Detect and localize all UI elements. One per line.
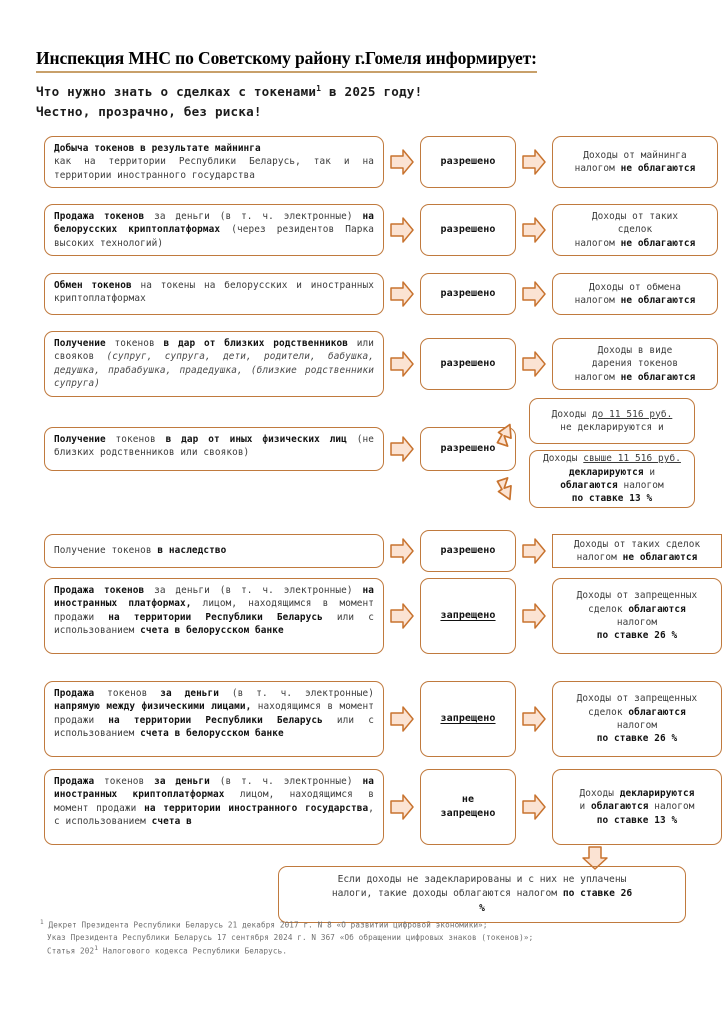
result-text: сделок bbox=[588, 706, 629, 718]
footnote-line-1 bbox=[40, 918, 680, 932]
result-line: дарения токенов bbox=[591, 358, 679, 370]
result-line: Доходы от майнинга bbox=[583, 149, 687, 161]
result-box-gift-others-above-threshold bbox=[529, 450, 695, 508]
flow-row-exchange-tokens bbox=[44, 273, 718, 315]
condition-bold-mining: Добыча токенов в результате майнинга bbox=[54, 143, 261, 154]
result-emphasis: не облагаются bbox=[620, 295, 696, 306]
result-rate: по ставке 26 % bbox=[596, 733, 678, 745]
condition-bold: Продажа bbox=[54, 776, 95, 787]
result-line bbox=[539, 452, 685, 479]
flow-row-gift-other-persons bbox=[44, 427, 516, 471]
flow-row-mining bbox=[44, 136, 718, 188]
status-label: запрещено bbox=[440, 712, 496, 724]
result-line: Доходы от запрещенных bbox=[576, 693, 698, 705]
condition-box-p2p-from-by bbox=[44, 681, 384, 757]
condition-box-inheritance bbox=[44, 534, 384, 568]
arrow-right-icon bbox=[389, 536, 415, 566]
condition-bold-za: за деньги bbox=[160, 688, 220, 699]
result-line bbox=[562, 294, 708, 307]
condition-box-exchange bbox=[44, 273, 384, 315]
arrow-right-icon bbox=[521, 147, 547, 177]
result-text: налогом bbox=[574, 295, 621, 306]
arrow-right-icon bbox=[521, 601, 547, 631]
result-emphasis-2: облагаются bbox=[560, 480, 618, 491]
status-box-sale-belarus bbox=[420, 204, 516, 256]
result-emphasis: декларируются bbox=[568, 466, 644, 478]
condition-text-2: находящимся в момент продажи bbox=[54, 701, 374, 726]
condition-text: токенов bbox=[105, 434, 166, 445]
condition-text-mid2: (в т. ч. электронные) bbox=[219, 688, 374, 699]
condition-bold: Продажа bbox=[54, 688, 95, 699]
arrow-right-icon bbox=[389, 434, 415, 464]
result-line bbox=[562, 237, 708, 250]
status-label-mining: разрешено bbox=[440, 155, 496, 167]
condition-bold: Получение bbox=[54, 434, 106, 445]
condition-text: за деньги (в т. ч. электронные) bbox=[144, 585, 363, 596]
result-text: Доходы bbox=[551, 408, 592, 420]
result-box-gift-others-below-threshold bbox=[529, 398, 695, 444]
result-box-mining bbox=[552, 136, 718, 188]
result-line: налогом bbox=[616, 720, 658, 731]
status-label: разрешено bbox=[440, 223, 496, 235]
arrow-right-icon bbox=[521, 349, 547, 379]
result-line bbox=[562, 551, 712, 564]
page-title: Инспекция МНС по Советскому району г.Гомеля информирует: bbox=[36, 48, 537, 73]
result-box-p2p-from-by bbox=[552, 681, 722, 757]
condition-text-mining: как на территории Республики Беларусь, так и на территории иностранного государства bbox=[54, 156, 374, 181]
result-line bbox=[562, 814, 712, 827]
status-label-line-2: запрещено bbox=[440, 808, 496, 819]
result-line bbox=[562, 371, 708, 384]
result-emphasis: не облагаются bbox=[622, 552, 698, 563]
condition-box-mining bbox=[44, 136, 384, 188]
arrow-right-icon bbox=[521, 704, 547, 734]
condition-text-2: или свояков bbox=[54, 338, 375, 363]
condition-box-foreign-from-by bbox=[44, 578, 384, 654]
condition-bold-3: на территории Республики Беларусь bbox=[108, 714, 323, 726]
condition-text-2: (через резидентов Парка высоких технологий) bbox=[54, 224, 374, 249]
result-emphasis: не облагаются bbox=[620, 371, 696, 383]
result-box-sale-belarus bbox=[552, 204, 718, 256]
condition-box-gift-relatives bbox=[44, 331, 384, 397]
arrow-right-icon bbox=[389, 349, 415, 379]
result-text: налогом bbox=[574, 163, 621, 174]
condition-bold: Продажа токенов bbox=[54, 211, 145, 222]
page-header bbox=[36, 48, 688, 121]
conclusion-line-1: Если доходы не задекларированы и с них не уплачены bbox=[337, 874, 627, 885]
condition-text: Получение токенов bbox=[54, 545, 158, 557]
result-emphasis-2: облагаются bbox=[591, 801, 649, 813]
status-box-p2p-from-by bbox=[420, 681, 516, 757]
result-line bbox=[562, 706, 712, 719]
footnote-article-sup: 1 bbox=[94, 945, 99, 953]
condition-text-mid2: (в т. ч. электронные) bbox=[209, 776, 363, 787]
subtitle-line-1-text: Что нужно знать о сделках с токенами bbox=[36, 84, 317, 99]
result-line bbox=[562, 800, 712, 813]
condition-box-sale-belarus bbox=[44, 204, 384, 256]
arrow-right-icon bbox=[389, 601, 415, 631]
condition-text: за деньги (в т. ч. электронные) bbox=[144, 211, 363, 222]
result-text-3: налогом bbox=[648, 801, 695, 813]
result-text: Доходы bbox=[543, 453, 584, 465]
result-box-exchange bbox=[552, 273, 718, 315]
condition-box-foreign-abroad bbox=[44, 769, 384, 845]
result-line bbox=[539, 492, 685, 505]
result-text: налогом bbox=[574, 237, 621, 249]
condition-text-2: лицом, находящимся в момент продажи bbox=[54, 598, 374, 623]
result-line: Доходы от таких bbox=[591, 210, 679, 222]
arrow-right-icon bbox=[389, 215, 415, 245]
flow-row-gift-close-relatives bbox=[44, 331, 718, 397]
condition-bold-4: счета в bbox=[151, 816, 192, 828]
result-line bbox=[562, 629, 712, 642]
condition-bold-2: на иностранных криптоплатформах bbox=[54, 776, 374, 801]
flow-row-sale-belarus-platforms bbox=[44, 204, 718, 256]
condition-bold-2: напрямую между физическими лицами, bbox=[54, 701, 252, 713]
condition-bold-4: счета в белорусском банке bbox=[140, 625, 284, 637]
status-box-mining bbox=[420, 136, 516, 188]
result-box-foreign-from-by bbox=[552, 578, 722, 654]
conclusion-line-3 bbox=[291, 902, 673, 916]
arrow-right-icon bbox=[521, 215, 547, 245]
condition-bold-3: на территории Республики Беларусь bbox=[108, 611, 323, 623]
result-line bbox=[562, 787, 712, 800]
flow-row-sale-p2p-from-belarus bbox=[44, 681, 722, 757]
condition-text-2: (не близких родственников или свояков) bbox=[54, 434, 374, 459]
result-rate: по ставке 13 % bbox=[571, 493, 653, 505]
result-line: Доходы от запрещенных bbox=[576, 590, 698, 602]
condition-text: токенов bbox=[94, 688, 161, 699]
arrow-right-icon bbox=[521, 536, 547, 566]
footnote-text-3b: Налогового кодекса Республики Беларусь. bbox=[98, 946, 288, 956]
result-text: сделок bbox=[588, 603, 629, 615]
footnote-line-2: Указ Президента Республики Беларусь 17 сентября 2024 г. N 367 «Об обращении цифровых знаков (токенов)»; bbox=[47, 932, 534, 942]
result-text: налогом bbox=[574, 371, 621, 383]
result-line bbox=[562, 732, 712, 745]
result-text-3: налогом bbox=[617, 480, 664, 491]
result-line: Доходы от обмена bbox=[589, 281, 681, 293]
subtitle-line-1 bbox=[36, 82, 688, 102]
result-text: Доходы bbox=[579, 787, 620, 799]
condition-bold: Продажа токенов bbox=[54, 585, 145, 596]
condition-italic-list: (супруг, супруга, дети, родители, бабушка, дедушка, прабабушка, прадедушка, (близкие родственники супруга) bbox=[54, 351, 374, 390]
result-line: налогом bbox=[616, 617, 658, 628]
footnote-text-3a: Статья 202 bbox=[47, 946, 95, 956]
flow-row-sale-foreign-platforms-from-belarus bbox=[44, 578, 722, 654]
result-emphasis: не облагаются bbox=[620, 163, 696, 174]
condition-text: токенов bbox=[105, 338, 164, 349]
result-group-gift-others bbox=[529, 398, 695, 508]
footnote-marker: 1 bbox=[40, 919, 44, 926]
arrow-down-right-icon bbox=[494, 470, 528, 504]
condition-text-wrap bbox=[54, 544, 226, 557]
result-emphasis: облагаются bbox=[628, 706, 686, 718]
result-line: Доходы от таких сделок bbox=[573, 538, 701, 550]
condition-bold-3: на территории иностранного государства bbox=[144, 802, 369, 814]
result-box-inheritance bbox=[552, 534, 722, 568]
result-text-2: и bbox=[643, 466, 656, 478]
result-emphasis: декларируются bbox=[619, 787, 695, 799]
result-box-gift-relatives bbox=[552, 338, 718, 390]
status-box-inheritance bbox=[420, 530, 516, 572]
status-box-gift-relatives bbox=[420, 338, 516, 390]
result-line bbox=[539, 408, 685, 421]
condition-box-gift-others bbox=[44, 427, 384, 471]
result-line bbox=[539, 479, 685, 492]
result-text: налогом bbox=[576, 552, 623, 563]
result-line: сделок bbox=[617, 224, 653, 236]
arrow-right-icon bbox=[389, 792, 415, 822]
result-rate: по ставке 26 % bbox=[596, 630, 678, 642]
result-line bbox=[562, 162, 708, 175]
result-emphasis: облагаются bbox=[628, 603, 686, 615]
conclusion-line-2 bbox=[291, 887, 673, 901]
status-label: запрещено bbox=[440, 609, 496, 621]
result-threshold-amount: свыше 11 516 руб. bbox=[583, 453, 681, 465]
status-label: разрешено bbox=[440, 357, 496, 369]
condition-text-2: лицом, находящимся в момент продажи bbox=[54, 789, 374, 814]
condition-bold: Получение bbox=[54, 338, 106, 349]
arrow-right-icon bbox=[389, 279, 415, 309]
condition-bold-4: счета в белорусском банке bbox=[140, 728, 284, 740]
status-box-exchange bbox=[420, 273, 516, 315]
result-line: не декларируются и bbox=[560, 422, 664, 433]
result-emphasis: не облагаются bbox=[620, 237, 696, 249]
status-box-foreign-from-by bbox=[420, 578, 516, 654]
status-label: разрешено bbox=[440, 287, 496, 299]
arrow-right-icon bbox=[521, 279, 547, 309]
flow-row-inheritance bbox=[44, 530, 722, 572]
flow-row-sale-foreign-platforms-abroad bbox=[44, 769, 722, 845]
result-rate: по ставке 13 % bbox=[596, 814, 678, 826]
conclusion-text: налоги, такие доходы облагаются налогом bbox=[331, 888, 563, 900]
arrow-right-icon bbox=[389, 147, 415, 177]
status-label: разрешено bbox=[440, 544, 496, 556]
status-label: разрешено bbox=[440, 442, 496, 454]
conclusion-box bbox=[278, 866, 686, 923]
condition-bold: Обмен токенов bbox=[54, 280, 132, 291]
condition-bold-2: в дар от иных физических лиц bbox=[165, 434, 347, 445]
result-line: Доходы в виде bbox=[597, 344, 673, 356]
condition-text: на токены на белорусских и иностранных криптоплатформах bbox=[54, 280, 374, 305]
arrow-right-icon bbox=[389, 704, 415, 734]
condition-text: токенов bbox=[94, 776, 155, 787]
conclusion-rate: по ставке 26 bbox=[562, 888, 633, 900]
condition-text-3: или с использованием bbox=[54, 611, 374, 637]
subtitle-line-2: Честно, прозрачно, без риска! bbox=[36, 103, 262, 119]
footnote-line-3 bbox=[40, 944, 680, 958]
condition-bold-2: на белорусских криптоплатформах bbox=[54, 211, 374, 236]
condition-bold-2: в дар от близких родственников bbox=[163, 338, 348, 349]
page-subtitle bbox=[36, 82, 688, 121]
footnotes bbox=[40, 918, 680, 958]
result-text-2: и bbox=[579, 801, 592, 813]
condition-bold-2: на иностранных платформах, bbox=[54, 585, 374, 610]
footnote-marker-title: 1 bbox=[316, 83, 322, 93]
result-box-foreign-abroad bbox=[552, 769, 722, 845]
arrow-right-icon bbox=[521, 792, 547, 822]
status-label-line-1: не bbox=[461, 793, 475, 805]
result-line bbox=[562, 603, 712, 616]
condition-bold: в наследство bbox=[157, 545, 227, 557]
footnote-text-1: Декрет Президента Республики Беларусь 21 декабря 2017 г. N 8 «О развитии цифровой экономики»; bbox=[43, 920, 488, 930]
result-threshold-amount: до 11 516 руб. bbox=[591, 408, 673, 420]
condition-text-3: или с использованием bbox=[54, 714, 374, 740]
status-box-foreign-abroad bbox=[420, 769, 516, 845]
arrow-up-right-icon bbox=[494, 420, 528, 454]
subtitle-line-1-tail: в 2025 году! bbox=[321, 84, 423, 99]
condition-text-3: , с использованием bbox=[54, 802, 375, 828]
conclusion-percent: % bbox=[479, 902, 485, 914]
condition-bold-za: за деньги bbox=[154, 776, 210, 787]
